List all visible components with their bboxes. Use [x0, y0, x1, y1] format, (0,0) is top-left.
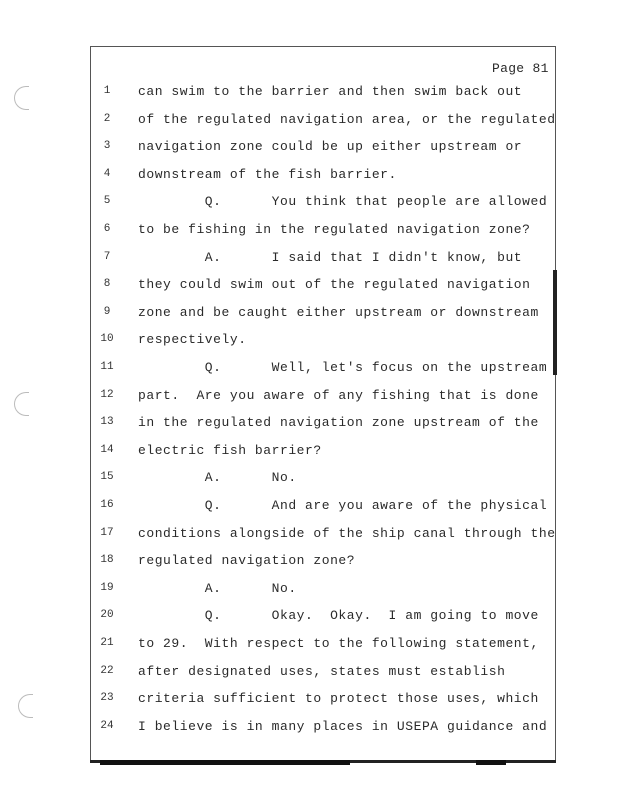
line-number: 1 — [103, 85, 111, 97]
line-number: 23 — [100, 692, 114, 705]
line-number: 20 — [100, 609, 114, 622]
transcript-line: respectively. — [138, 332, 247, 348]
line-number: 10 — [100, 333, 114, 346]
transcript-line: criteria sufficient to protect those uses, which — [138, 691, 539, 707]
transcript-line: conditions alongside of the ship canal through the — [138, 525, 556, 541]
transcript-line: after designated uses, states must establish — [138, 663, 506, 679]
line-number: 19 — [100, 581, 114, 594]
line-number: 9 — [103, 305, 111, 318]
line-number: 24 — [100, 719, 114, 732]
line-number: 14 — [100, 443, 114, 456]
line-number: 17 — [100, 526, 114, 539]
line-number: 18 — [100, 554, 114, 567]
transcript-line: Q. And are you aware of the physical — [138, 498, 548, 513]
line-number: 11 — [100, 361, 114, 373]
transcript-line: they could swim out of the regulated navigation — [138, 277, 531, 293]
transcript-line: Q. Well, let's focus on the upstream — [138, 360, 548, 375]
transcript-line: regulated navigation zone? — [138, 553, 356, 569]
line-number: 13 — [100, 416, 114, 429]
transcript-line: A. No. — [138, 580, 297, 596]
transcript-line: zone and be caught either upstream or downstream — [138, 304, 539, 320]
line-number: 16 — [100, 499, 114, 511]
line-number: 3 — [103, 140, 111, 153]
line-number: 21 — [100, 637, 114, 649]
transcript-line: to 29. With respect to the following statement, — [138, 636, 539, 651]
transcript-line: A. I said that I didn't know, but — [138, 249, 523, 265]
line-number: 8 — [103, 278, 111, 291]
line-number: 4 — [103, 167, 111, 180]
line-number: 12 — [100, 388, 114, 401]
transcript-line: to be fishing in the regulated navigation zone? — [138, 222, 531, 237]
transcript-line: I believe is in many places in USEPA guidance and — [138, 718, 548, 734]
line-number: 6 — [103, 223, 111, 235]
transcript-line: can swim to the barrier and then swim back out — [138, 84, 523, 99]
transcript-line: electric fish barrier? — [138, 442, 322, 458]
transcript-line: of the regulated navigation area, or the regulated — [138, 111, 556, 127]
transcript-line: Q. You think that people are allowed — [138, 194, 548, 210]
transcript-line: downstream of the fish barrier. — [138, 166, 397, 182]
punch-hole-top — [14, 86, 29, 110]
transcript-line: navigation zone could be up either upstream or — [138, 139, 523, 155]
line-number: 2 — [103, 112, 111, 125]
punch-hole-middle — [14, 392, 29, 416]
line-number: 22 — [100, 664, 114, 677]
line-number: 15 — [100, 471, 114, 484]
punch-hole-bottom — [18, 694, 33, 718]
transcript-line: A. No. — [138, 470, 297, 486]
margin-bar — [553, 270, 557, 375]
page-number: Page 81 — [492, 61, 549, 76]
transcript-line: part. Are you aware of any fishing that is done — [138, 387, 539, 403]
bottom-rule-bold — [100, 760, 350, 765]
line-number: 7 — [103, 250, 111, 263]
transcript-line: in the regulated navigation zone upstream of the — [138, 415, 539, 431]
line-number: 5 — [103, 195, 111, 208]
transcript-line: Q. Okay. Okay. I am going to move — [138, 608, 539, 624]
bottom-rule-bold-right — [476, 760, 506, 765]
